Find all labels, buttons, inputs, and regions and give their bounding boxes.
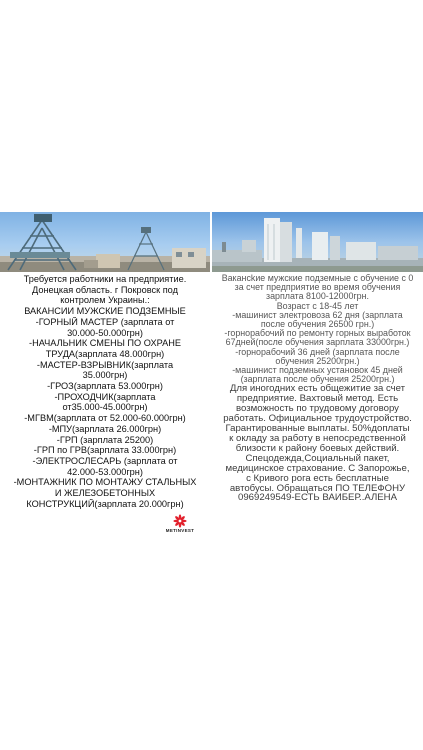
text-line: возможность по трудовому договору xyxy=(236,404,399,415)
industrial-complex-image xyxy=(212,212,423,272)
text-line: ТРУДА(зарплата 48.000грн) xyxy=(45,348,165,359)
text-line: 30.000-50.000грн) xyxy=(67,327,143,338)
text-line: -горнорабочий по ремонту горных выработок xyxy=(224,329,411,339)
text-line: -МОНТАЖНИК ПО МОНТАЖУ СТАЛЬНЫХ xyxy=(13,477,197,488)
text-line: зарплата 8100-12000грн. xyxy=(266,292,369,302)
text-line: -НАЧАЛЬНИК СМЕНЫ ПО ОХРАНЕ xyxy=(29,338,181,349)
text-line: -ПРОХОДЧИК(зарплата xyxy=(54,391,156,402)
text-line: ВАКАНСИИ МУЖСКИЕ ПОДЗЕМНЫЕ xyxy=(24,306,186,317)
metinvest-flower-icon xyxy=(160,514,200,528)
industrial-complex-photo xyxy=(212,212,423,272)
metinvest-logo-label: METINVEST xyxy=(165,528,195,533)
text-line: -ГОРНЫЙ МАСТЕР (зарплата от xyxy=(35,316,175,327)
logo-center xyxy=(179,520,182,523)
text-line: обучения 25200грн.) xyxy=(275,356,360,366)
text-line: -машинист электровоза 62 дня (зарплата xyxy=(232,310,403,320)
text-line: от35.000-45.000грн) xyxy=(62,402,148,413)
mine-headframe-image xyxy=(0,212,210,272)
text-line: Донецкая область. г Покровск под xyxy=(32,284,178,295)
text-line: 35.000грн) xyxy=(82,370,128,381)
text-line: 0969249549-ЕСТЬ ВАЙБЕР..АЛЕНА xyxy=(238,493,397,504)
text-line: -машинист подземных установок 45 дней xyxy=(232,366,403,376)
text-line: 67дней(после обучения зарплата 33000грн.) xyxy=(225,338,410,348)
text-line: после обучения 26500 грн.) xyxy=(260,320,375,330)
text-line: -ГРП (зарплата 25200) xyxy=(56,434,154,445)
text-line: -МГВМ(зарплата от 52.000-60.000грн) xyxy=(24,413,186,424)
metinvest-logo xyxy=(160,514,200,538)
text-line: Для иногодних есть общежитие за счет xyxy=(229,384,406,395)
text-line: за счет предприятие во время обучения xyxy=(234,283,401,293)
training-info-right xyxy=(212,272,423,533)
text-line: Вакансkие мужские подземные с обучение с 0 xyxy=(221,274,414,283)
mine-headframe-photo xyxy=(0,212,210,272)
text-line: -ЭЛЕКТРОСЛЕСАРЬ (зарплата от xyxy=(32,455,178,466)
text-line: -горнорабочий 36 дней (зарплата после xyxy=(235,347,400,357)
text-line: к окладу за работу в непосредственной xyxy=(229,433,406,444)
text-line: близости к району боевых действий. xyxy=(235,443,400,454)
right-text-block xyxy=(214,274,421,503)
text-line: -МАСТЕР-ВЗРЫВНИК(зарплата xyxy=(36,359,174,370)
text-line: Гарантированные выплаты. 50%доплаты xyxy=(225,424,410,434)
text-line: 42.000-53.000грн) xyxy=(67,466,143,477)
vacancy-card xyxy=(0,212,423,533)
text-line: работать. Официальное трудоустройство. xyxy=(223,414,412,425)
photo-strip xyxy=(0,212,423,272)
text-line: И ЖЕЛЕЗОБЕТОННЫХ xyxy=(54,488,156,499)
text-line: Возраст с 18-45 лет xyxy=(276,301,359,311)
text-line: -ГРП по ГРВ(зарплата 33.000грн) xyxy=(33,445,177,456)
text-line: Требуется работники на предприятие. xyxy=(23,274,187,284)
text-line: автобусы. Обращаться ПО ТЕЛЕФОНУ xyxy=(229,483,406,494)
text-line: контролем Украины.: xyxy=(60,295,150,306)
text-line: с Кривого рога есть бесплатные xyxy=(246,473,389,484)
text-line: (зарплата после обучения 25200грн.) xyxy=(240,375,395,385)
vacancies-list-left xyxy=(0,272,210,533)
left-text-block xyxy=(2,274,208,509)
text-line: предприятие. Вахтовый метод. Есть xyxy=(236,394,399,405)
text-line: КОНСТРУКЦИЙ(зарплата 20.000грн) xyxy=(26,498,184,509)
text-line: -ГРОЗ(зарплата 53.000грн) xyxy=(47,381,163,392)
text-line: -МПУ(зарплата 26.000грн) xyxy=(48,423,162,434)
text-line: медицинское страхование. С Запорожье, xyxy=(225,463,410,474)
text-line: Спецодежда,Социальный пакет, xyxy=(245,453,390,464)
